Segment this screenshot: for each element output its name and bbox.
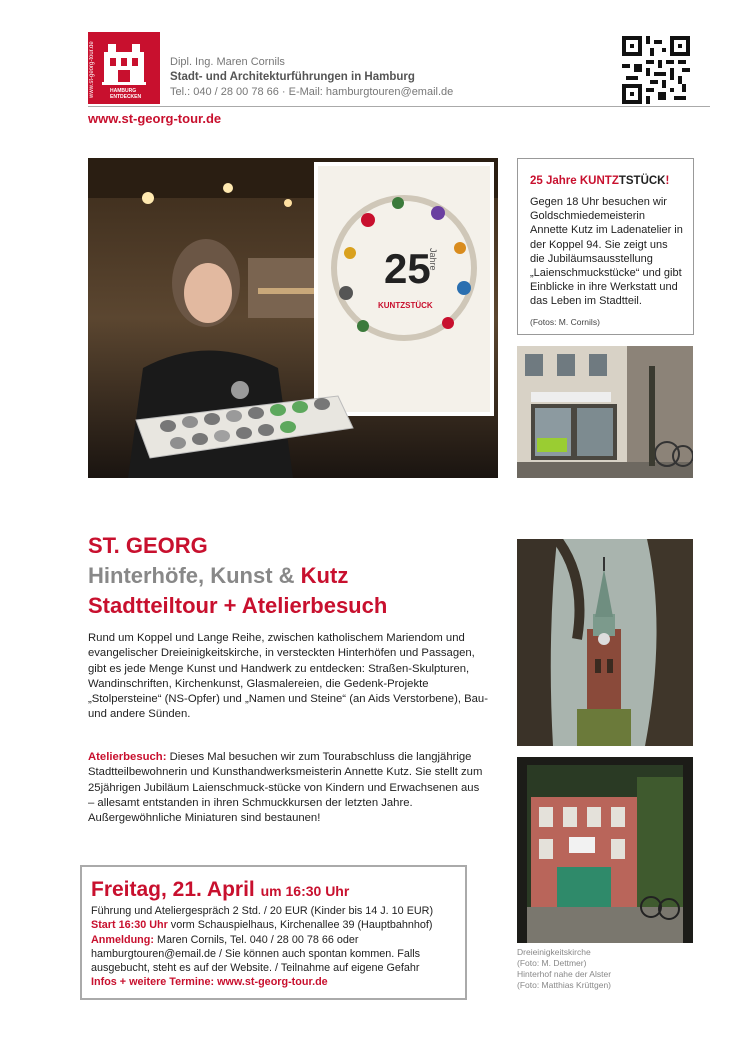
header-contact: Tel.: 040 / 28 00 78 66 · E-Mail: hamburgtouren@email.de: [170, 86, 454, 98]
caption-church-credit: (Foto: M. Dettmer): [517, 958, 587, 968]
website-link[interactable]: www.st-georg-tour.de: [88, 111, 222, 126]
photo-church: [517, 539, 693, 746]
header-subtitle: Stadt- und Architekturführungen in Hamburg: [170, 71, 415, 83]
photo-courtyard: [517, 757, 693, 943]
logo-badge-line1: HAMBURG: [110, 88, 137, 94]
caption-courtyard-credit: (Foto: Matthias Krüttgen): [517, 980, 612, 990]
event-date: Freitag, 21. April um 16:30 Uhr: [91, 878, 350, 901]
event-details-box: [80, 865, 467, 1000]
qr-code: [622, 36, 690, 104]
atelier-paragraph: Atelierbesuch: Dieses Mal besuchen wir zum Tourabschluss die langjährige Stadtteilbewohnerin und Kunsthandwerksmeisterin Annette Kutz. Sie stellt zum 25jährigen Jubiläum Laienschmuck-stücke von Kindern und Erwachsenen aus – allesamt entstanden in ihren Schmuckkursen der letzten Jahre. Außergewöhnliche Miniaturen sind bestaunen!: [88, 751, 483, 825]
logo-badge-line2: ENTDECKEN: [110, 94, 142, 100]
event-price-line: Führung und Ateliergespräch 2 Std. / 20 EUR (Kinder bis 14 J. 10 EUR): [91, 905, 434, 917]
title-st-georg: ST. GEORG: [88, 533, 208, 558]
event-start-line: Start 16:30 Uhr vorm Schauspielhaus, Kirchenallee 39 (Hauptbahnhof): [91, 919, 433, 932]
title-hinterhoefe: Hinterhöfe, Kunst & Kutz: [88, 563, 349, 588]
author-name: Dipl. Ing. Maren Cornils: [170, 56, 285, 68]
caption-church: Dreieinigkeitskirche: [517, 947, 591, 957]
header-divider: [88, 106, 710, 107]
poster-word: Jahre: [428, 248, 438, 271]
event-registration-note: ausgebucht, steht es auf der Website. / Teilnahme auf eigene Gefahr: [91, 962, 420, 975]
sidebar-photo-credit: (Fotos: M. Cornils): [530, 316, 600, 327]
sidebar-text: Gegen 18 Uhr besuchen wir Goldschmiedemeisterin Annette Kutz im Ladenatelier in der Koppel 94. Sie zeigt uns die Jubiläumsausstellung „Laienschmuckstücke“ und gibt Einblicke in ihre Werkstatt und das Leben im Stadtteil.: [530, 196, 683, 308]
intro-paragraph: Rund um Koppel und Lange Reihe, zwischen katholischem Mariendom und evangelischer Dreieinigkeitskirche, in versteckten Hinterhöfen und Passagen, gibt es jede Menge Kunst und Handwerk zu entdecken: Straßen-Skulpturen, Wandinschriften, Kirchenkunst, Glasmalereien, die Gedenk-Projekte „Stolpersteine“ (NS-Opfer) und „Namen und Steine“ (an Aids Verstorbene), Bau- und andere Sünden.: [88, 632, 488, 721]
poster-brand: KUNTZSTÜCK: [378, 301, 433, 310]
caption-courtyard: Hinterhof nahe der Alster: [517, 969, 612, 979]
atelier-label: Atelierbesuch:: [88, 751, 167, 763]
logo: [88, 32, 160, 104]
photo-captions: [517, 947, 611, 991]
sidebar-info-box: [517, 158, 694, 335]
photo-shop-front: [517, 346, 693, 478]
poster-number: 25: [384, 245, 431, 292]
sidebar-title: 25 Jahre KUNTZTSTÜCK!: [530, 175, 670, 187]
event-registration-line: Anmeldung: Maren Cornils, Tel. 040 / 28 00 78 66 oder: [91, 933, 359, 946]
event-more-info-link[interactable]: Infos + weitere Termine: www.st-georg-tour.de: [91, 976, 328, 989]
photo-shop-interior: [88, 158, 498, 478]
event-registration-email[interactable]: hamburgtouren@email.de / Sie können auch spontan kommen. Falls: [91, 947, 421, 960]
logo-vertical-text: www.st-georg-tour.de: [89, 41, 95, 98]
title-stadtteiltour: Stadtteiltour + Atelierbesuch: [88, 593, 388, 618]
